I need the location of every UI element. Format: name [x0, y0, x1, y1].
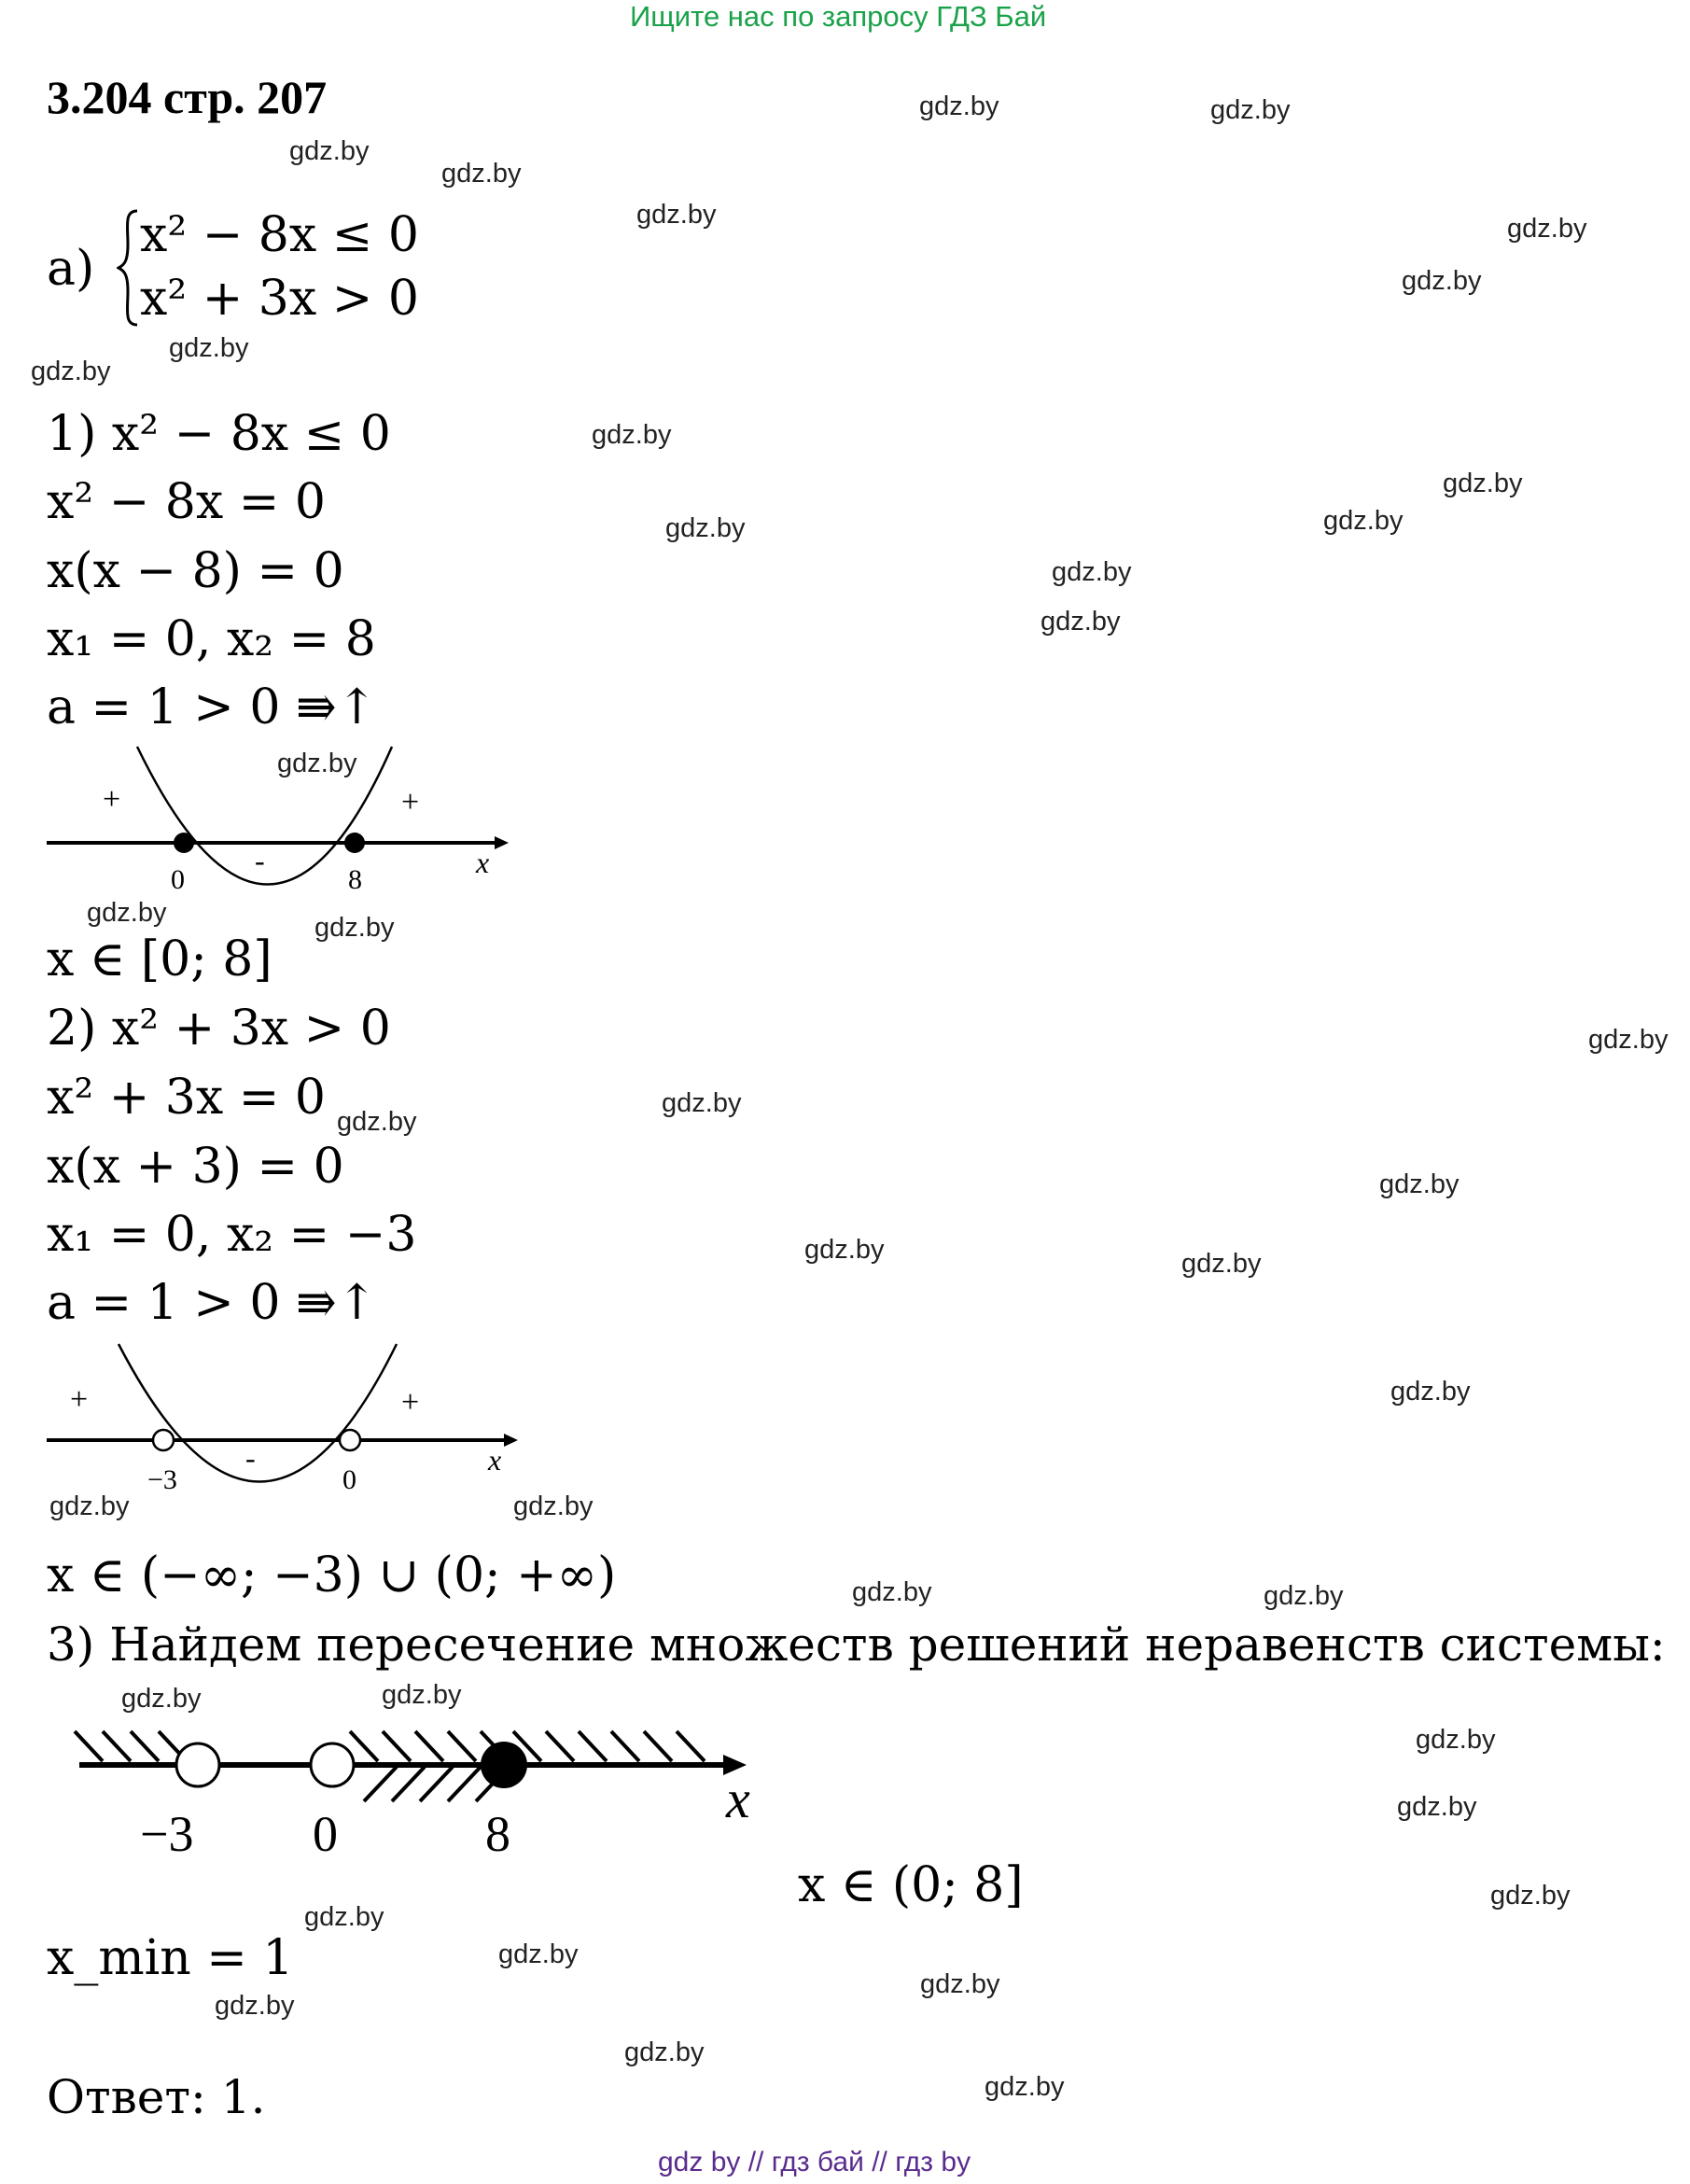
watermark: gdz.by: [49, 1491, 130, 1521]
watermark: gdz.by: [919, 91, 999, 121]
watermark: gdz.by: [1443, 469, 1523, 498]
footer-links[interactable]: gdz by // гдз бай // гдз by: [658, 2147, 971, 2177]
watermark: gdz.by: [289, 136, 370, 166]
step3-result: x ∈ (0; 8]: [798, 1857, 1024, 1913]
watermark: gdz.by: [804, 1235, 885, 1265]
watermark: gdz.by: [636, 200, 717, 230]
watermark: gdz.by: [215, 1991, 295, 2021]
watermark: gdz.by: [337, 1107, 417, 1137]
watermark: gdz.by: [1397, 1792, 1477, 1822]
step2-minus: -: [245, 1441, 256, 1475]
step3-tick-8: 8: [485, 1806, 510, 1862]
watermark: gdz.by: [441, 159, 522, 189]
watermark: gdz.by: [121, 1684, 202, 1714]
watermark: gdz.by: [1379, 1169, 1460, 1199]
watermark: gdz.by: [1041, 607, 1121, 637]
watermark: gdz.by: [1588, 1025, 1669, 1055]
watermark: gdz.by: [665, 513, 746, 543]
step1-line2: x(x − 8) = 0: [47, 543, 344, 599]
step2-plus-left: +: [70, 1382, 89, 1417]
watermark: gdz.by: [304, 1902, 384, 1932]
step2-axis-label: x: [488, 1443, 502, 1477]
step1-parabola-graph: [42, 742, 509, 910]
step2-plus-right: +: [401, 1385, 420, 1420]
x-min: x_min = 1: [47, 1930, 294, 1986]
step1-plus-right: +: [401, 785, 420, 819]
watermark: gdz.by: [1507, 214, 1587, 244]
watermark: gdz.by: [1323, 506, 1404, 536]
step1-plus-left: +: [103, 782, 121, 817]
step1-axis-label: x: [476, 846, 490, 879]
step2-line2: x(x + 3) = 0: [47, 1139, 344, 1195]
system-eq-1: x² − 8x ≤ 0: [140, 207, 419, 263]
watermark: gdz.by: [624, 2037, 705, 2067]
watermark: gdz.by: [852, 1577, 932, 1607]
watermark: gdz.by: [169, 333, 249, 363]
part-label: a): [47, 241, 95, 297]
step1-line1: x² − 8x = 0: [47, 474, 326, 530]
answer: Ответ: 1.: [47, 2070, 266, 2124]
watermark: gdz.by: [1390, 1377, 1471, 1407]
watermark: gdz.by: [1490, 1881, 1571, 1911]
step3-intersection-graph: [65, 1713, 775, 1881]
watermark: gdz.by: [513, 1491, 594, 1521]
step1-line4: a = 1 > 0 ⇛↑: [47, 679, 378, 735]
step2-line3: x₁ = 0, x₂ = −3: [47, 1207, 417, 1263]
watermark: gdz.by: [662, 1088, 742, 1118]
watermark: gdz.by: [87, 898, 167, 928]
watermark: gdz.by: [1181, 1249, 1262, 1279]
step2-result: x ∈ (−∞; −3) ∪ (0; +∞): [47, 1547, 617, 1603]
step3-header: 3) Найдем пересечение множеств решений неравенств системы:: [47, 1617, 1666, 1672]
watermark: gdz.by: [592, 420, 672, 450]
watermark: gdz.by: [31, 357, 111, 386]
step1-result: x ∈ [0; 8]: [47, 931, 272, 987]
watermark: gdz.by: [382, 1680, 462, 1710]
step1-tick-8: 8: [348, 864, 362, 895]
system-eq-2: x² + 3x > 0: [140, 271, 419, 327]
step2-header: 2) x² + 3x > 0: [47, 1001, 391, 1057]
step2-tick-neg3: −3: [147, 1464, 177, 1495]
step1-tick-0: 0: [171, 864, 185, 895]
step2-tick-0: 0: [342, 1464, 356, 1495]
watermark: gdz.by: [985, 2072, 1065, 2102]
step3-axis-label: x: [726, 1769, 750, 1829]
step3-tick-neg3: −3: [140, 1806, 194, 1862]
step1-minus: -: [255, 844, 265, 877]
watermark: gdz.by: [1264, 1581, 1344, 1611]
step1-header: 1) x² − 8x ≤ 0: [47, 406, 391, 462]
step1-line3: x₁ = 0, x₂ = 8: [47, 611, 376, 667]
watermark: gdz.by: [314, 913, 395, 943]
step2-parabola-graph: [42, 1339, 518, 1507]
page-title: 3.204 стр. 207: [47, 71, 328, 123]
watermark: gdz.by: [1416, 1725, 1496, 1755]
watermark: gdz.by: [1402, 266, 1482, 296]
watermark: gdz.by: [1210, 95, 1291, 125]
watermark: gdz.by: [920, 1969, 1000, 1999]
watermark: gdz.by: [277, 749, 357, 778]
step2-line4: a = 1 > 0 ⇛↑: [47, 1275, 378, 1331]
watermark: gdz.by: [498, 1939, 579, 1969]
watermark: gdz.by: [1052, 557, 1132, 587]
top-banner[interactable]: Ищите нас по запросу ГДЗ Бай: [630, 0, 1047, 33]
step3-tick-0: 0: [313, 1806, 338, 1862]
step2-line1: x² + 3x = 0: [47, 1070, 326, 1126]
